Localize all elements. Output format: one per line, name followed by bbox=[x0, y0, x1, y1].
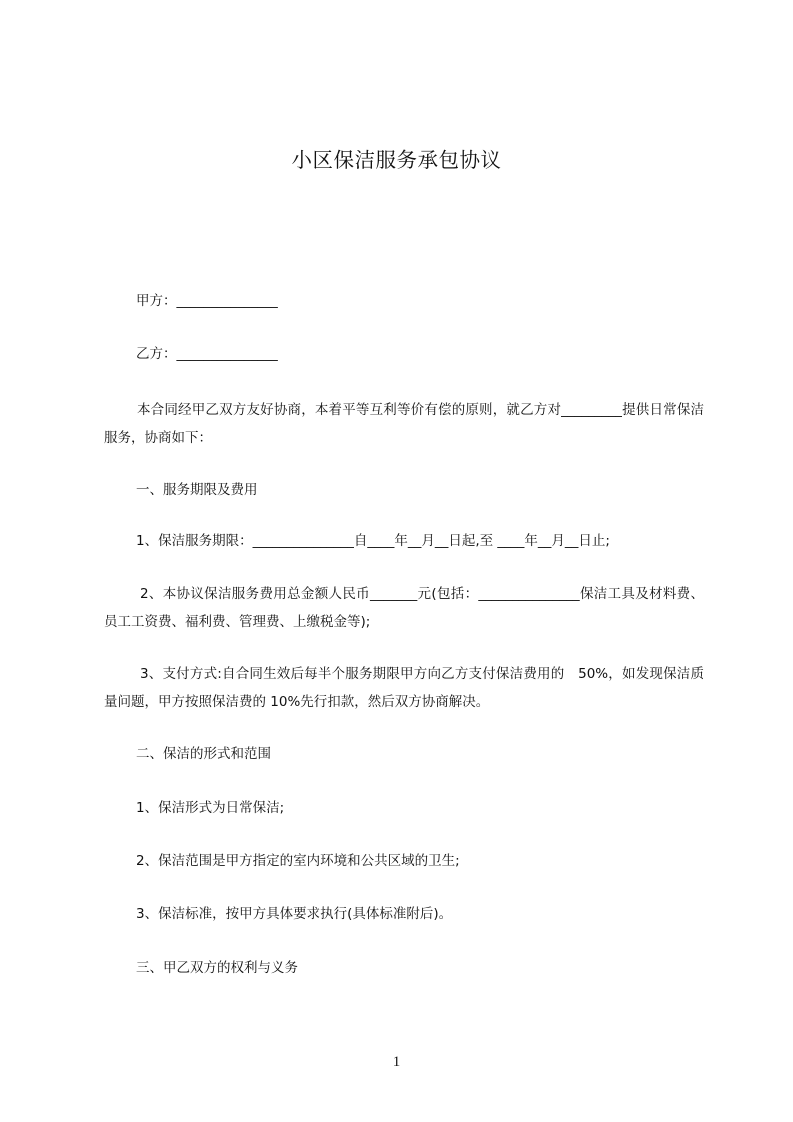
party-b-line: 乙方：_______________ bbox=[136, 346, 278, 362]
clause-1-1: 1、保洁服务期限：_______________自____年__月__日起,至 ____年__月__日止; bbox=[136, 533, 610, 549]
section-heading-3: 三、甲乙双方的权利与义务 bbox=[136, 960, 298, 976]
clause-2-1: 1、保洁形式为日常保洁; bbox=[136, 800, 285, 816]
clause-1-3: 3、支付方式:自合同生效后每半个服务期限甲方向乙方支付保洁费用的 50%，如发现保洁质量问题，甲方按照保洁费的 10%先行扣款，然后双方协商解决。 bbox=[104, 666, 704, 710]
section-heading-2: 二、保洁的形式和范围 bbox=[136, 746, 271, 762]
clause-2-3: 3、保洁标准，按甲方具体要求执行(具体标准附后)。 bbox=[136, 906, 453, 922]
section-heading-1: 一、服务期限及费用 bbox=[136, 482, 258, 498]
document-title: 小区保洁服务承包协议 bbox=[291, 148, 502, 172]
page-number: 1 bbox=[392, 1054, 401, 1070]
intro-paragraph: 本合同经甲乙双方友好协商，本着平等互利等价有偿的原则，就乙方对_________提供日常保洁服务，协商如下： bbox=[104, 402, 704, 446]
clause-1-2: 2、本协议保洁服务费用总金额人民币_______元(包括：_______________保洁工具及材料费、员工工资费、福利费、管理费、上缴税金等); bbox=[104, 586, 704, 630]
party-a-line: 甲方：_______________ bbox=[136, 293, 278, 309]
clause-2-2: 2、保洁范围是甲方指定的室内环境和公共区域的卫生; bbox=[136, 853, 460, 869]
